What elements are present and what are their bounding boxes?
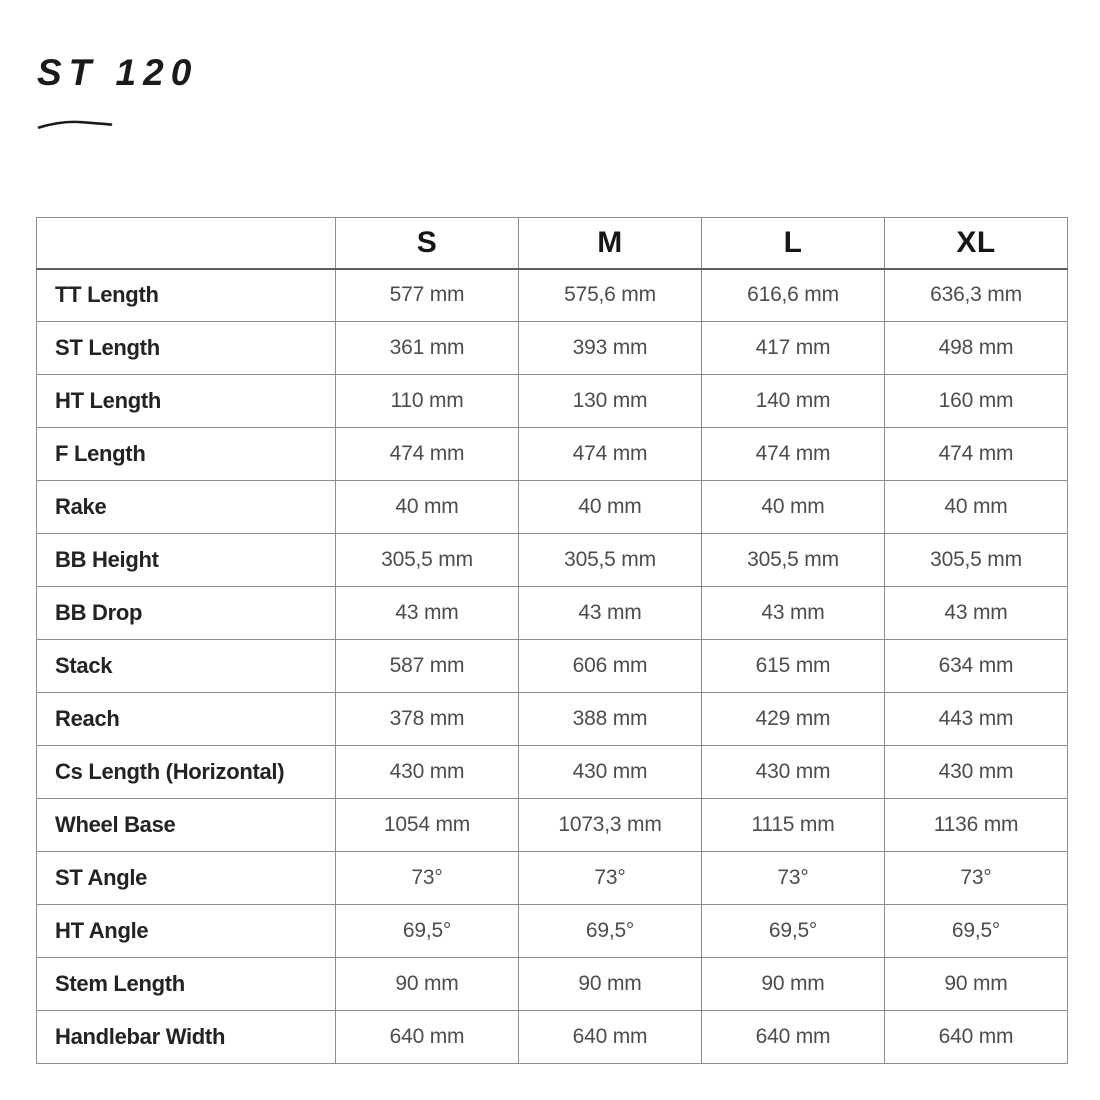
cell-value: 430 mm xyxy=(702,746,885,799)
cell-value: 69,5° xyxy=(702,905,885,958)
cell-value: 305,5 mm xyxy=(519,534,702,587)
table-row xyxy=(37,905,1068,958)
cell-value: 634 mm xyxy=(885,640,1068,693)
cell-value: 640 mm xyxy=(519,1011,702,1064)
table-row xyxy=(37,852,1068,905)
cell-value: 305,5 mm xyxy=(702,534,885,587)
row-label: ST Angle xyxy=(37,852,336,905)
cell-value: 640 mm xyxy=(336,1011,519,1064)
cell-value: 606 mm xyxy=(519,640,702,693)
cell-value: 1136 mm xyxy=(885,799,1068,852)
cell-value: 73° xyxy=(519,852,702,905)
cell-value: 378 mm xyxy=(336,693,519,746)
cell-value: 73° xyxy=(702,852,885,905)
cell-value: 90 mm xyxy=(519,958,702,1011)
cell-value: 43 mm xyxy=(885,587,1068,640)
swoosh-underline-icon xyxy=(36,116,114,132)
cell-value: 305,5 mm xyxy=(336,534,519,587)
size-column-header-m: M xyxy=(519,218,702,269)
cell-value: 43 mm xyxy=(702,587,885,640)
table-row xyxy=(37,269,1068,322)
row-label: Stack xyxy=(37,640,336,693)
cell-value: 474 mm xyxy=(336,428,519,481)
cell-value: 498 mm xyxy=(885,322,1068,375)
size-column-header-xl: XL xyxy=(885,218,1068,269)
row-label: ST Length xyxy=(37,322,336,375)
cell-value: 474 mm xyxy=(519,428,702,481)
cell-value: 110 mm xyxy=(336,375,519,428)
cell-value: 474 mm xyxy=(702,428,885,481)
cell-value: 616,6 mm xyxy=(702,269,885,322)
cell-value: 90 mm xyxy=(336,958,519,1011)
row-label: Cs Length (Horizontal) xyxy=(37,746,336,799)
cell-value: 40 mm xyxy=(336,481,519,534)
header-row xyxy=(37,218,1068,269)
table-row xyxy=(37,587,1068,640)
table-row xyxy=(37,1011,1068,1064)
cell-value: 575,6 mm xyxy=(519,269,702,322)
size-column-header-s: S xyxy=(336,218,519,269)
row-label: Rake xyxy=(37,481,336,534)
cell-value: 73° xyxy=(336,852,519,905)
header-corner-cell xyxy=(37,218,336,269)
cell-value: 393 mm xyxy=(519,322,702,375)
cell-value: 69,5° xyxy=(519,905,702,958)
cell-value: 429 mm xyxy=(702,693,885,746)
table-row xyxy=(37,640,1068,693)
cell-value: 640 mm xyxy=(702,1011,885,1064)
cell-value: 640 mm xyxy=(885,1011,1068,1064)
cell-value: 388 mm xyxy=(519,693,702,746)
row-label: Wheel Base xyxy=(37,799,336,852)
row-label: HT Angle xyxy=(37,905,336,958)
table-row xyxy=(37,693,1068,746)
row-label: F Length xyxy=(37,428,336,481)
cell-value: 615 mm xyxy=(702,640,885,693)
table-row xyxy=(37,746,1068,799)
geometry-table xyxy=(36,217,1068,1064)
cell-value: 1073,3 mm xyxy=(519,799,702,852)
cell-value: 443 mm xyxy=(885,693,1068,746)
table-row xyxy=(37,958,1068,1011)
cell-value: 43 mm xyxy=(519,587,702,640)
cell-value: 474 mm xyxy=(885,428,1068,481)
row-label: Handlebar Width xyxy=(37,1011,336,1064)
row-label: HT Length xyxy=(37,375,336,428)
table-row xyxy=(37,375,1068,428)
cell-value: 40 mm xyxy=(519,481,702,534)
table-body xyxy=(37,269,1068,1064)
page-title: ST 120 xyxy=(37,52,199,93)
cell-value: 305,5 mm xyxy=(885,534,1068,587)
table-row xyxy=(37,428,1068,481)
cell-value: 636,3 mm xyxy=(885,269,1068,322)
size-column-header-l: L xyxy=(702,218,885,269)
row-label: Reach xyxy=(37,693,336,746)
row-label: TT Length xyxy=(37,269,336,322)
table-row xyxy=(37,534,1068,587)
cell-value: 90 mm xyxy=(702,958,885,1011)
cell-value: 43 mm xyxy=(336,587,519,640)
cell-value: 90 mm xyxy=(885,958,1068,1011)
row-label: BB Height xyxy=(37,534,336,587)
cell-value: 430 mm xyxy=(336,746,519,799)
table-row xyxy=(37,799,1068,852)
row-label: BB Drop xyxy=(37,587,336,640)
cell-value: 1115 mm xyxy=(702,799,885,852)
cell-value: 430 mm xyxy=(885,746,1068,799)
cell-value: 587 mm xyxy=(336,640,519,693)
cell-value: 130 mm xyxy=(519,375,702,428)
cell-value: 577 mm xyxy=(336,269,519,322)
cell-value: 417 mm xyxy=(702,322,885,375)
cell-value: 1054 mm xyxy=(336,799,519,852)
cell-value: 69,5° xyxy=(885,905,1068,958)
cell-value: 140 mm xyxy=(702,375,885,428)
cell-value: 40 mm xyxy=(702,481,885,534)
cell-value: 361 mm xyxy=(336,322,519,375)
table-row xyxy=(37,322,1068,375)
cell-value: 40 mm xyxy=(885,481,1068,534)
cell-value: 430 mm xyxy=(519,746,702,799)
cell-value: 160 mm xyxy=(885,375,1068,428)
table-row xyxy=(37,481,1068,534)
cell-value: 73° xyxy=(885,852,1068,905)
cell-value: 69,5° xyxy=(336,905,519,958)
row-label: Stem Length xyxy=(37,958,336,1011)
